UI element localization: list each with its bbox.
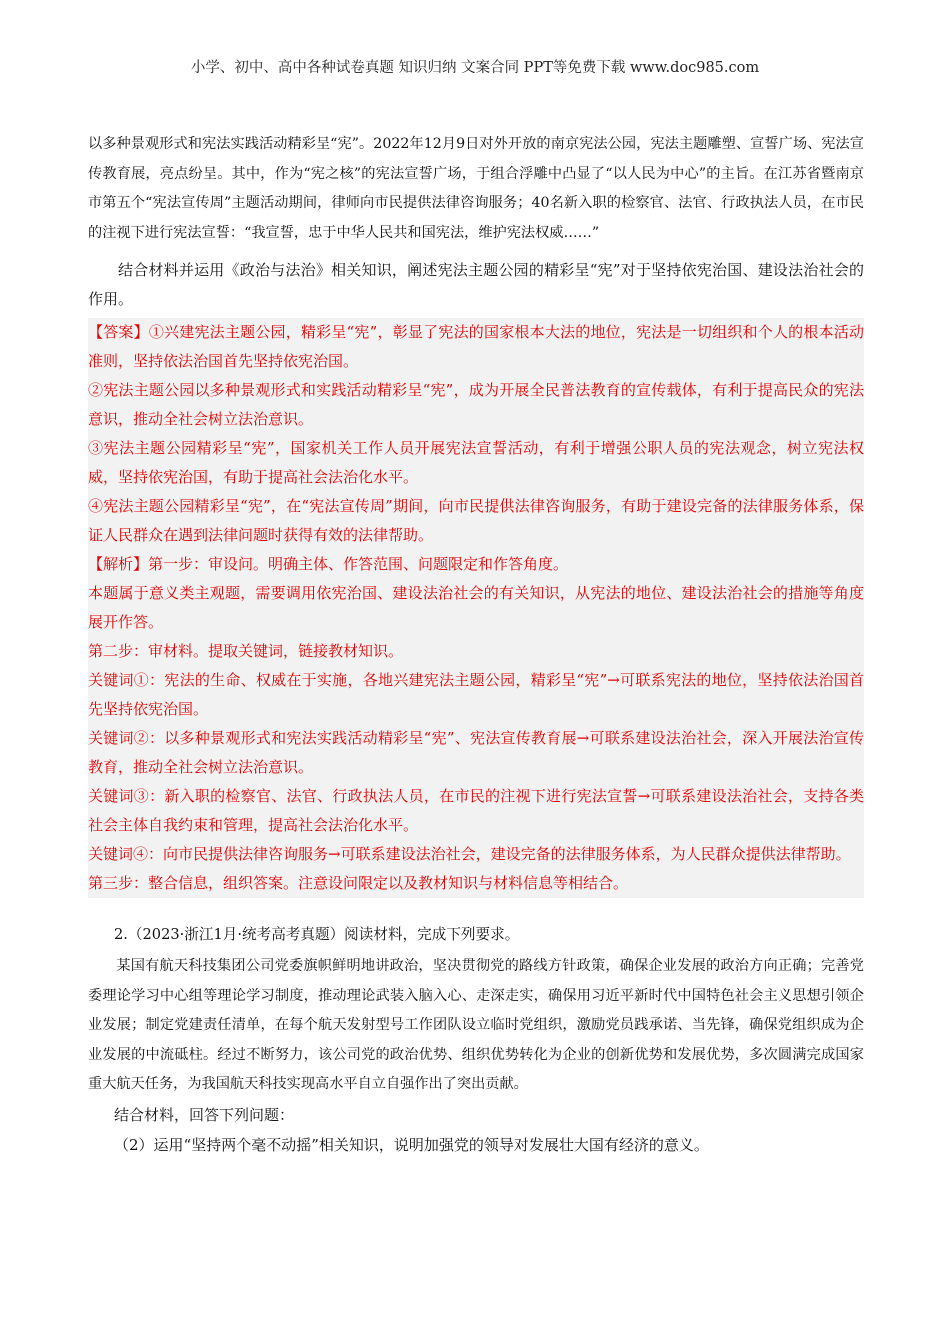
keyword-4: 关键词④：向市民提供法律咨询服务→可联系建设法治社会，建设完备的法律服务体系，为人民群众提供法律帮助。 <box>88 845 851 863</box>
q2-heading: 2.（2023·浙江1月·统考高考真题）阅读材料，完成下列要求。 <box>114 926 520 943</box>
answer-point-2: ②宪法主题公园以多种景观形式和实践活动精彩呈“宪”，成为开展全民普法教育的宣传载体，有利于提高民众的宪法意识，推动全社会树立法治意识。 <box>88 381 864 428</box>
answer-point-4: ④宪法主题公园精彩呈“宪”，在“宪法宣传周”期间，向市民提供法律咨询服务，有助于建设完备的法律服务体系，保证人民群众在遇到法律问题时获得有效的法律帮助。 <box>88 497 864 544</box>
q2-subquestion: （2）运用“坚持两个毫不动摇”相关知识，说明加强党的领导对发展壮大国有经济的意义。 <box>114 1135 709 1154</box>
q2-material: 某国有航天科技集团公司党委旗帜鲜明地讲政治，坚决贯彻党的路线方针政策，确保企业发展的政治方向正确；完善党委理论学习中心组等理论学习制度，推动理论武装入脑入心、走深走实，确保用习近平新时代中国特色社会主义思想引领企业发展；制定党建责任清单，在每个航天发射型号工作团队设立临时党组织，激励党员践承诺、当先锋，确保党组织成为企业发展的中流砥柱。经过不断努力，该公司党的政治优势、组织优势转化为企业的创新优势和发展优势，多次圆满完成国家重大航天任务，为我国航天科技实现高水平自立自强作出了突出贡献。 <box>88 958 864 1092</box>
answer-point-3: ③宪法主题公园精彩呈“宪”，国家机关工作人员开展宪法宣誓活动，有利于增强公职人员的宪法观念，树立宪法权威，坚持依宪治国，有助于提高社会法治化水平。 <box>88 439 864 486</box>
q1-material: 以多种景观形式和宪法实践活动精彩呈“宪”。2022年12月9日对外开放的南京宪法公园，宪法主题雕塑、宣誓广场、宪法宣传教育展，亮点纷呈。其中，作为“宪之核”的宪法宣誓广场，于组合浮雕中凸显了“以人民为中心”的主旨。在江苏省暨南京市第五个“宪法宣传周”主题活动期间，律师向市民提供法律咨询服务；40名新入职的检察官、法官、行政执法人员，在市民的注视下进行宪法宣誓：“我宣誓，忠于中华人民共和国宪法，维护宪法权威……” <box>88 136 864 241</box>
analysis-label: 【解析】 <box>88 555 149 573</box>
analysis-step-2: 第二步：审材料。提取关键词，链接教材知识。 <box>88 642 404 660</box>
question-2 <box>88 920 864 1160</box>
document-body <box>88 130 864 1160</box>
answer-label: 【答案】 <box>88 323 149 341</box>
analysis-step-3: 第三步：整合信息，组织答案。注意设问限定以及教材知识与材料信息等相结合。 <box>88 874 629 892</box>
answer-section <box>88 318 864 898</box>
analysis-step-1-detail: 本题属于意义类主观题，需要调用依宪治国、建设法治社会的有关知识，从宪法的地位、建设法治社会的措施等角度展开作答。 <box>88 584 864 631</box>
answer-point-1-text: ①兴建宪法主题公园，精彩呈“宪”，彰显了宪法的国家根本大法的地位，宪法是一切组织和个人的根本活动准则，坚持依法治国首先坚持依宪治国。 <box>88 323 864 370</box>
analysis-step-1-text: 第一步：审设问。明确主体、作答范围、问题限定和作答角度。 <box>148 555 569 573</box>
keyword-1: 关键词①：宪法的生命、权威在于实施，各地兴建宪法主题公园，精彩呈“宪”→可联系宪法的地位，坚持依法治国首先坚持依宪治国。 <box>88 671 864 718</box>
analysis-step-1 <box>88 550 864 579</box>
q1-question: 结合材料并运用《政治与法治》相关知识，阐述宪法主题公园的精彩呈“宪”对于坚持依宪治国、建设法治社会的作用。 <box>88 261 864 308</box>
q2-instruction: 结合材料，回答下列问题： <box>114 1105 295 1124</box>
answer-point-1 <box>88 318 864 376</box>
keyword-3: 关键词③：新入职的检察官、法官、行政执法人员，在市民的注视下进行宪法宣誓→可联系建设法治社会，支持各类社会主体自我约束和管理，提高社会法治化水平。 <box>88 787 864 834</box>
keyword-2: 关键词②：以多种景观形式和宪法实践活动精彩呈“宪”、宪法宣传教育展→可联系建设法治社会，深入开展法治宣传教育，推动全社会树立法治意识。 <box>88 729 864 776</box>
page-header: 小学、初中、高中各种试卷真题 知识归纳 文案合同 PPT等免费下载 www.doc985.com <box>190 60 760 76</box>
